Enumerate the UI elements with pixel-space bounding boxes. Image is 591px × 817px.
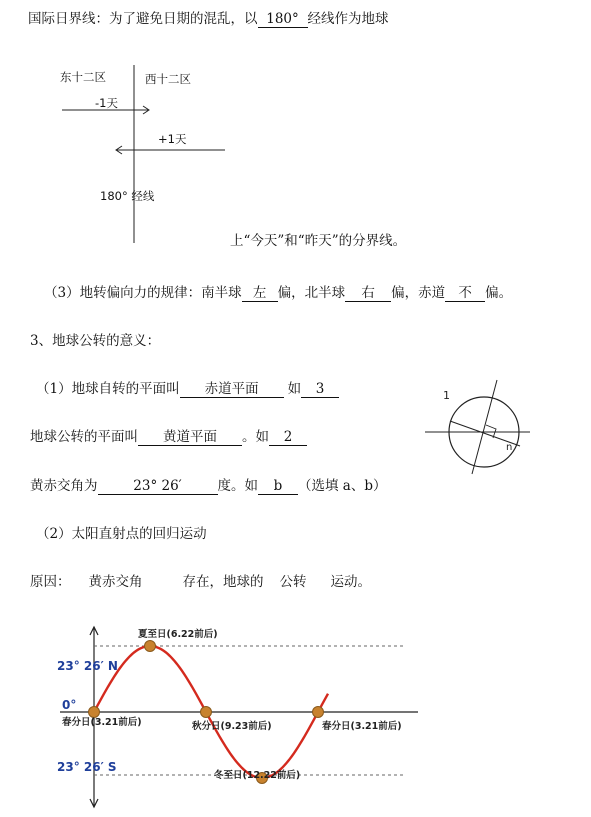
cause-b: 存在，地球的 bbox=[182, 574, 264, 590]
rotation-answer: 赤道平面 bbox=[180, 381, 284, 398]
axis-line bbox=[472, 380, 497, 474]
solar-point-dot bbox=[145, 641, 156, 652]
solar-point-label: 秋分日(9.23前后) bbox=[192, 721, 272, 732]
intro-suffix: 经线作为地球 bbox=[307, 11, 389, 27]
coriolis-south: 左 bbox=[242, 285, 278, 302]
obliquity-suffix: （选填 a、b） bbox=[298, 478, 387, 494]
lat-0-label: 0° bbox=[62, 698, 77, 712]
subsolar-chart bbox=[0, 615, 591, 815]
minus-label: -1天 bbox=[95, 96, 118, 110]
solar-point-label: 冬至日(12.22前后) bbox=[214, 770, 301, 781]
label-1: 1 bbox=[443, 389, 450, 402]
revolution-mid: 。如 bbox=[242, 429, 269, 445]
coriolis-mid2: 偏，赤道 bbox=[391, 285, 446, 301]
solar-point-dot bbox=[89, 707, 100, 718]
plus-label: +1天 bbox=[158, 132, 187, 146]
west-label: 西十二区 bbox=[145, 72, 191, 86]
rotation-prefix: （1）地球自转的平面叫 bbox=[36, 381, 180, 397]
solar-point-label: 夏至日(6.22前后) bbox=[138, 629, 218, 640]
coriolis-mid1: 偏，北半球 bbox=[277, 285, 346, 301]
revolution-prefix: 地球公转的平面叫 bbox=[30, 429, 138, 445]
coriolis-prefix: （3）地转偏向力的规律：南半球 bbox=[44, 285, 242, 301]
rotation-mid: 如 bbox=[287, 381, 302, 397]
coriolis-equator: 不 bbox=[445, 285, 485, 302]
solar-point-dot bbox=[313, 707, 324, 718]
dateline-intro bbox=[28, 10, 389, 28]
solar-point-label: 春分日(3.21前后) bbox=[322, 721, 402, 732]
revolution-answer: 黄道平面 bbox=[138, 429, 242, 446]
intro-blank: 180° bbox=[258, 11, 308, 28]
coriolis-line bbox=[44, 284, 512, 302]
revolution-plane-line bbox=[30, 428, 307, 446]
meridian-label: 180° 经线 bbox=[100, 189, 155, 203]
lat-n-label: 23° 26′ N bbox=[57, 659, 118, 673]
revolution-fig: 2 bbox=[269, 429, 307, 446]
coriolis-north: 右 bbox=[345, 285, 391, 302]
dateline-caption: 上“今天”和“昨天”的分界线。 bbox=[230, 233, 407, 249]
obliquity-fig: b bbox=[258, 478, 298, 495]
solar-point-label: 春分日(3.21前后) bbox=[62, 717, 142, 728]
east-label: 东十二区 bbox=[60, 70, 106, 84]
dateline-diagram bbox=[0, 55, 591, 295]
cause-c: 公转 bbox=[279, 574, 307, 590]
intro-prefix: 国际日界线：为了避免日期的混乱，以 bbox=[28, 11, 258, 27]
solar-point-dot bbox=[201, 707, 212, 718]
cause-line bbox=[30, 573, 371, 591]
obliquity-line bbox=[30, 477, 386, 495]
cause-d: 运动。 bbox=[330, 574, 371, 590]
rotation-fig: 3 bbox=[301, 381, 339, 398]
section3-title: 3、地球公转的意义： bbox=[30, 333, 161, 349]
label-n: n bbox=[506, 442, 513, 453]
lat-s-label: 23° 26′ S bbox=[57, 760, 117, 774]
coriolis-suffix: 偏。 bbox=[485, 285, 513, 301]
obliquity-prefix: 黄赤交角为 bbox=[30, 478, 98, 494]
cause-prefix: 原因： bbox=[30, 574, 71, 590]
obliquity-mid: 度。如 bbox=[217, 478, 258, 494]
subsolar-title: （2）太阳直射点的回归运动 bbox=[36, 526, 207, 542]
obliquity-answer: 23° 26′ bbox=[98, 478, 218, 495]
cause-a: 黄赤交角 bbox=[88, 574, 143, 590]
